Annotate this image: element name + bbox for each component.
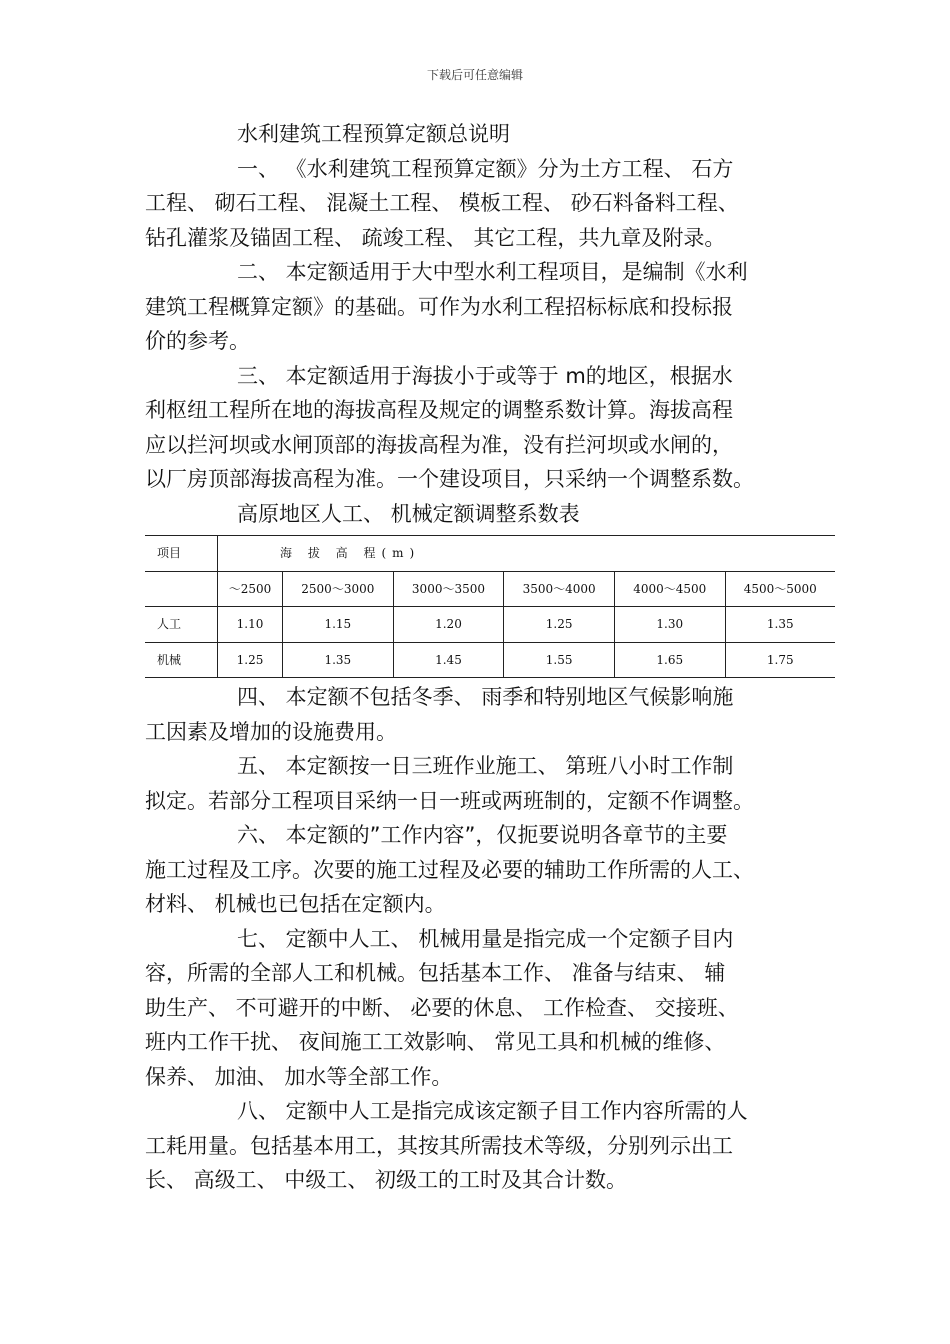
paragraph-line: 工程、 砌石工程、 混凝土工程、 模板工程、 砂石料备料工程、 xyxy=(145,191,739,215)
table-title: 高原地区人工、 机械定额调整系数表 xyxy=(237,501,580,526)
coefficient-table xyxy=(145,535,835,678)
paragraph-line: 价的参考。 xyxy=(145,329,250,353)
paragraph-6 xyxy=(145,818,835,922)
paragraph-line: 五、 本定额按一日三班作业施工、 第班八小时工作制 xyxy=(237,754,734,778)
paragraph-line: 一、 《水利建筑工程预算定额》分为土方工程、 石方 xyxy=(237,156,734,181)
paragraph-1 xyxy=(145,152,835,256)
paragraph-line: 班内工作干扰、 夜间施工工效影响、 常见工具和机械的维修、 xyxy=(145,1030,726,1054)
table-cell-empty xyxy=(145,571,218,607)
paragraph-line: 六、 本定额的”工作内容”，仅扼要说明各章节的主要 xyxy=(237,823,728,847)
table-range-cell: 2500～3000 xyxy=(283,571,394,607)
table-cell: 1.30 xyxy=(614,607,725,643)
paragraph-line: 长、 高级工、 中级工、 初级工的工时及其合计数。 xyxy=(145,1168,628,1192)
paragraph-line: 八、 定额中人工是指完成该定额子目工作内容所需的人 xyxy=(237,1099,748,1123)
paragraph-8 xyxy=(145,1094,835,1198)
table-row-label: 人工 xyxy=(145,607,218,643)
paragraph-line: 施工过程及工序。次要的施工过程及必要的辅助工作所需的人工、 xyxy=(145,857,754,882)
paragraph-line: 工耗用量。包括基本用工，其按其所需技术等级，分别列示出工 xyxy=(145,1133,733,1158)
table-cell: 1.15 xyxy=(283,607,394,643)
paragraph-line: 工因素及增加的设施费用。 xyxy=(145,719,397,744)
document-body xyxy=(145,117,835,1198)
paragraph-line: 应以拦河坝或水闸顶部的海拔高程为准，没有拦河坝或水闸的， xyxy=(145,432,733,457)
table-row xyxy=(145,642,835,678)
paragraph-line: 四、 本定额不包括冬季、 雨季和特别地区气候影响施 xyxy=(237,685,734,709)
paragraph-line: 助生产、 不可避开的中断、 必要的休息、 工作检查、 交接班、 xyxy=(145,995,739,1020)
paragraph-line: 材料、 机械也已包括在定额内。 xyxy=(145,892,446,916)
table-range-cell: 3000～3500 xyxy=(393,571,504,607)
table-cell: 1.35 xyxy=(283,642,394,678)
paragraph-line: 利枢纽工程所在地的海拔高程及规定的调整系数计算。海拔高程 xyxy=(145,398,733,422)
table-cell: 1.55 xyxy=(504,642,615,678)
table-row xyxy=(145,607,835,643)
paragraph-7 xyxy=(145,922,835,1095)
paragraph-line: 建筑工程概算定额》的基础。可作为水利工程招标标底和投标报 xyxy=(145,294,733,319)
table-range-row xyxy=(145,571,835,607)
table-cell: 1.45 xyxy=(393,642,504,678)
paragraph-line: 拟定。若部分工程项目采纳一日一班或两班制的，定额不作调整。 xyxy=(145,788,754,813)
paragraph-line: 以厂房顶部海拔高程为准。一个建设项目，只采纳一个调整系数。 xyxy=(145,467,754,491)
paragraph-line: 七、 定额中人工、 机械用量是指完成一个定额子目内 xyxy=(237,926,734,951)
table-cell: 1.75 xyxy=(725,642,835,678)
table-range-cell: 4000～4500 xyxy=(614,571,725,607)
table-col-header: 项目 xyxy=(145,536,218,572)
table-cell: 1.25 xyxy=(218,642,283,678)
paragraph-4 xyxy=(145,680,835,749)
table-row-label: 机械 xyxy=(145,642,218,678)
paragraph-3 xyxy=(145,359,835,497)
paragraph-line: 三、 本定额适用于海拔小于或等于 m的地区，根据水 xyxy=(237,363,733,388)
table-range-cell: 4500～5000 xyxy=(725,571,835,607)
paragraph-line: 容，所需的全部人工和机械。包括基本工作、 准备与结束、 辅 xyxy=(145,961,726,985)
table-group-header: 海 拔 高 程(m) xyxy=(218,536,836,572)
paragraph-5 xyxy=(145,749,835,818)
table-range-cell: ～2500 xyxy=(218,571,283,607)
paragraph-line: 二、 本定额适用于大中型水利工程项目，是编制《水利 xyxy=(237,260,748,284)
paragraph-line: 钻孔灌浆及锚固工程、 疏竣工程、 其它工程，共九章及附录。 xyxy=(145,225,726,250)
table-cell: 1.35 xyxy=(725,607,835,643)
paragraph-line: 保养、 加油、 加水等全部工作。 xyxy=(145,1064,453,1089)
table-range-cell: 3500～4000 xyxy=(504,571,615,607)
paragraph-2 xyxy=(145,255,835,359)
document-title: 水利建筑工程预算定额总说明 xyxy=(237,122,510,146)
page-header-note: 下载后可任意编辑 xyxy=(426,68,523,82)
table-cell: 1.65 xyxy=(614,642,725,678)
table-header-row xyxy=(145,536,835,572)
table-cell: 1.10 xyxy=(218,607,283,643)
table-cell: 1.25 xyxy=(504,607,615,643)
table-cell: 1.20 xyxy=(393,607,504,643)
